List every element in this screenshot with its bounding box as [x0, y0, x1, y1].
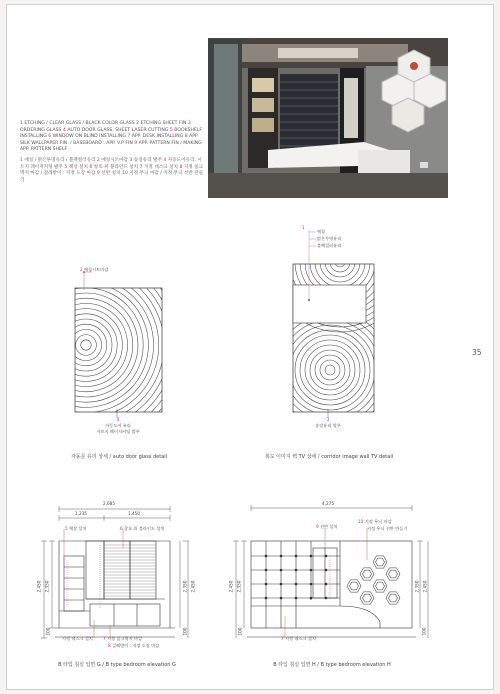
grid-node: [280, 569, 283, 572]
grid-node: [295, 555, 298, 558]
note-number: 4: [163, 157, 167, 163]
grid-node: [325, 597, 328, 600]
elev-h-dim-h2-right: 2,350: [414, 580, 420, 593]
note-text: ETCHING SHEET FIN.: [139, 121, 188, 126]
elev-h-shelf-label: 9 선반 설치: [316, 524, 338, 529]
elev-g-caption: B 타입 침실 입면 G / B type bedroom elevation G: [58, 662, 176, 668]
grid-node: [310, 555, 313, 558]
grid-node: [310, 597, 313, 600]
note-text: AUTO DOOR GLASS, SHEET LASER CUTTING: [65, 127, 170, 133]
note-text: ORDERING GLASS: [20, 127, 63, 133]
hex-shelf-inner: [389, 570, 398, 578]
grid-node: [280, 555, 283, 558]
hex-shelf-inner: [363, 570, 372, 578]
grid-node: [265, 583, 268, 586]
hex-shelf: [386, 592, 400, 604]
note-number: 1: [20, 121, 23, 126]
note-text: 에칭시트마감: [99, 157, 130, 163]
grid-node: [280, 597, 283, 600]
note-text: 지정 데스크 설치: [142, 164, 180, 170]
hex-shelf: [347, 580, 361, 592]
note-number: 9: [96, 171, 100, 177]
hex-shelf: [360, 592, 374, 604]
note-text: BOOKSHELF INSTALLING: [20, 127, 203, 140]
note-number: 10: [121, 171, 128, 177]
elev-g-dim-a: 1,235: [75, 511, 87, 516]
elev-h-dim-h3: 100: [237, 627, 243, 636]
auto-door-bottom-label: 4 자동도어 유리 시트지 레이저커팅 발주: [96, 417, 140, 434]
elev-g-dim-h3: 100: [45, 627, 51, 636]
elev-g-dim-h1-right: 2,450: [190, 580, 196, 593]
grid-node: [295, 597, 298, 600]
note-number: 8: [179, 164, 183, 170]
note-text: 창호 위 블라인드 설치: [92, 164, 140, 170]
hex-shelf-inner: [350, 582, 359, 590]
note-text: 에칭 / 맑은투명유리 / 블랙컬러유리: [22, 157, 97, 163]
note-number: 3: [187, 121, 191, 126]
grid-node: [310, 583, 313, 586]
note-number: 7: [127, 134, 131, 140]
elev-g-baseboard-label: 8 걸레받이 : 지정 도장 마감: [108, 643, 160, 648]
note-text: 지정 실크벽지 마감 / 걸레받이 : 지정 도장 마감: [20, 164, 204, 177]
note-text: 책장 설치: [67, 164, 90, 170]
elev-h-pattern-label-2: 지정 무늬 선반 만들기: [367, 526, 408, 531]
note-text: 자동도어유리, 시트지 레이저커팅 발주: [20, 157, 202, 170]
note-number: 4: [62, 127, 66, 133]
elev-g-wallpaper-label: 7 지정 실크벽지 마감: [103, 636, 143, 641]
elev-g-dim-b: 1,450: [128, 511, 140, 516]
note-number: 5: [64, 164, 68, 170]
hex-shelf-inner: [389, 594, 398, 602]
elev-h-dim-total: 4,275: [322, 501, 334, 506]
note-text: ETCHING / CLEAR GLASS / BLACK COLOR GLASS: [22, 121, 137, 126]
page-number: 35: [472, 348, 482, 357]
tv-wall-caption: 복도 이미지 벽 TV 상세 / corridor image wall TV detail: [264, 454, 394, 460]
note-number: 6: [89, 164, 93, 170]
grid-node: [280, 583, 283, 586]
grid-node: [325, 583, 328, 586]
elev-h-pattern-label-1: 10 지정 무늬 마감: [358, 519, 392, 524]
grid-node: [325, 555, 328, 558]
elev-h-desk-label: 7 지정 데스크 설치: [281, 636, 316, 641]
tv-label-clear-glass: 맑은투명유리: [317, 236, 342, 241]
note-text: 지정 무늬 마감 / 지정 무늬 선반 만들기: [20, 171, 204, 183]
note-text: 선반 설치: [99, 171, 122, 177]
note-number: 7: [139, 164, 143, 170]
note-text: APP. PATTERN FIN / MAKING APP. PATTERN SHELF: [20, 140, 202, 153]
grid-node: [265, 555, 268, 558]
grid-node: [265, 597, 268, 600]
hex-shelf: [386, 568, 400, 580]
elev-h-dim-h3-right: 100: [421, 627, 427, 636]
hex-shelf-inner: [363, 594, 372, 602]
elev-g-desk-label: 지정 데스크 설치: [62, 636, 93, 641]
tv-label-etching: 에칭: [317, 229, 326, 234]
grid-node: [265, 569, 268, 572]
etching-sheet-label: 2 에칭시트마감: [80, 267, 109, 272]
grid-node: [325, 569, 328, 572]
hex-shelf: [360, 568, 374, 580]
tv-label-number: 1: [302, 225, 305, 230]
note-number: 8: [184, 134, 188, 140]
hex-shelf-inner: [376, 582, 385, 590]
elev-g-blind-label: 6 창호 위 블라인드 설치: [120, 526, 165, 531]
note-number: 6: [48, 134, 52, 140]
elev-h-caption: B 타입 침실 입면 H / B type bedroom elevation H: [273, 662, 391, 668]
note-text: WINDOW ON BLIND INSTALLING: [51, 134, 128, 140]
grid-node: [295, 569, 298, 572]
hex-shelf-inner: [376, 558, 385, 566]
elev-h-dim-h1: 2,450: [228, 580, 234, 593]
tv-label-black-glass: 블랙컬러유리: [317, 243, 342, 248]
note-number: 1: [20, 157, 23, 163]
note-number: 2: [136, 121, 140, 126]
grid-node: [295, 583, 298, 586]
elev-h-dim-h1-right: 2,450: [422, 580, 428, 593]
auto-door-caption: 자동문 유리 상세 / auto door glass detail: [70, 454, 168, 460]
elev-g-dim-h2-right: 2,350: [182, 580, 188, 593]
elev-g-dim-h2: 2,350: [44, 580, 50, 593]
hex-shelf: [373, 580, 387, 592]
note-text: APP. SILK WALLPAPER FIN. / BASEBOARD : APP. V.P FIN: [20, 134, 199, 146]
note-text: 송장유리 발주: [132, 157, 164, 163]
tv-bottom-label: 3 송장유리 발주: [315, 417, 341, 428]
grid-node: [310, 569, 313, 572]
note-text: APP. DESK INSTALLING: [130, 134, 185, 140]
note-number: 9: [134, 140, 138, 146]
elev-g-dim-h1: 2,450: [36, 580, 42, 593]
elev-g-dim-h3-right: 100: [182, 627, 188, 636]
note-number: 3: [129, 157, 133, 163]
elev-h-dim-h2: 2,350: [236, 580, 242, 593]
note-number: 2: [96, 157, 100, 163]
elev-g-bookshelf-label: 5 책장 설치: [65, 526, 87, 531]
note-number: 5: [169, 127, 173, 133]
hex-shelf: [373, 556, 387, 568]
elev-g-dim-total: 2,685: [103, 501, 115, 506]
